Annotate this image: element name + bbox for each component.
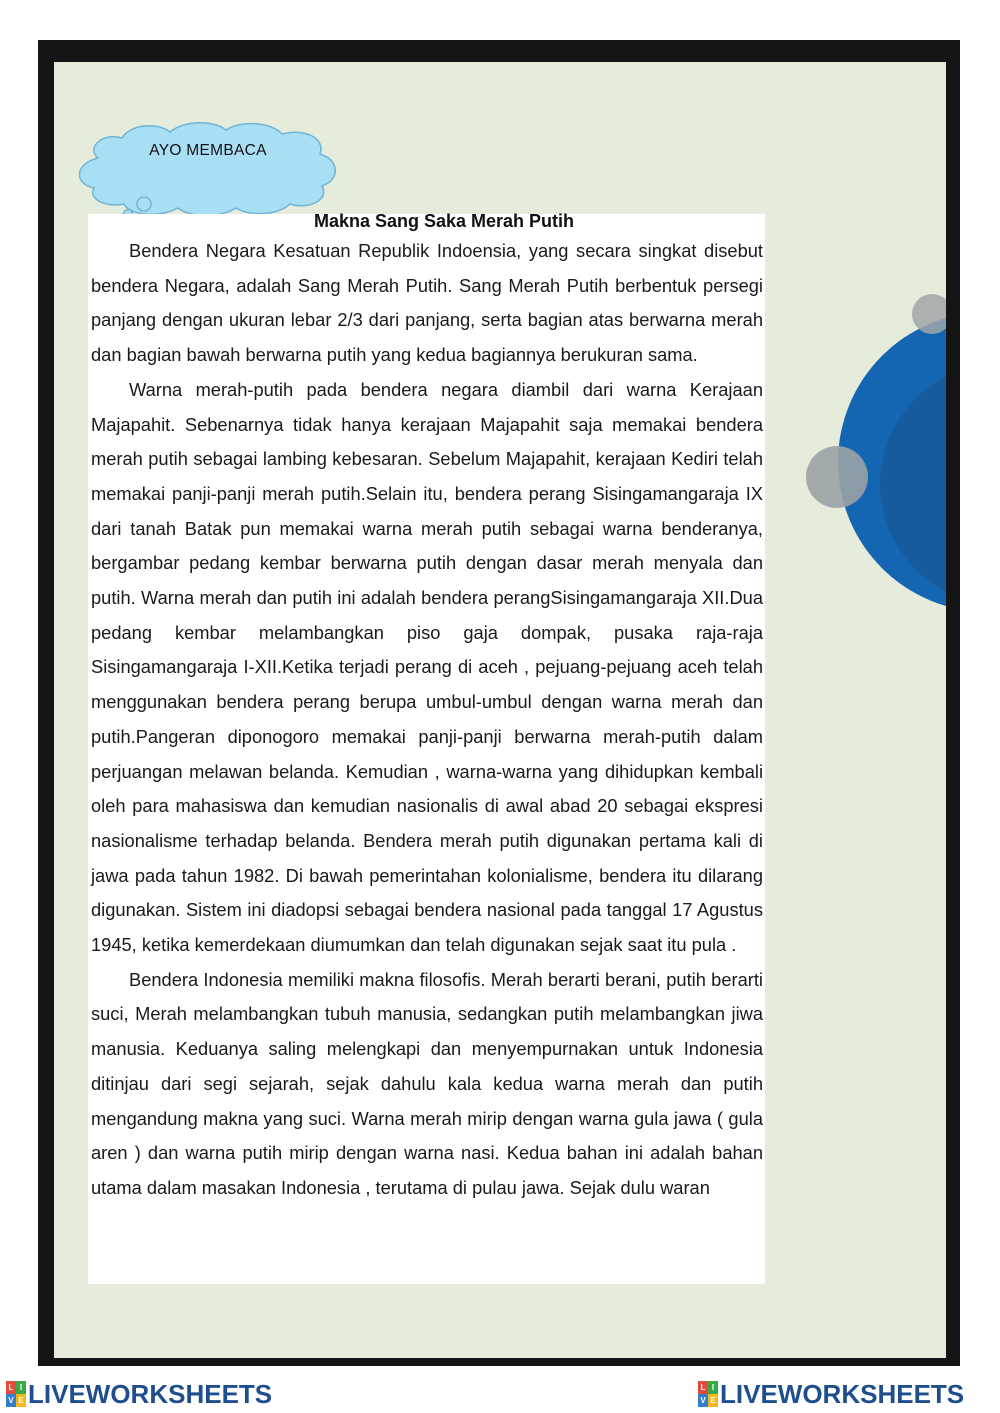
decorative-grey-circle	[806, 446, 868, 508]
paragraph-2: Warna merah-putih pada bendera negara diambil dari warna Kerajaan Majapahit. Sebenarnya tidak hanya kerajaan Majapahit saja memakai bendera merah putih sebagai lambing kebesaran. Sebelum Majapahit, kerajaan Kediri telah memakai panji-panji merah putih.Selain itu, bendera perang Sisingamangaraja IX dari tanah Batak pun memakai warna merah putih sebagai warna benderanya, bergambar pedang kembar berwarna putih dengan dasar merah menyala dan putih. Warna merah dan putih ini adalah bendera perangSisingamangaraja XII.Dua pedang kembar melambangkan piso gaja dompak, pusaka raja-raja Sisingamangaraja I-XII.Ketika terjadi perang di aceh , pejuang-pejuang aceh telah menggunakan bendera perang berupa umbul-umbul dengan warna merah dan putih.Pangeran diponogoro memakai panji-panji berwarna merah-putih dalam perjuangan melawan belanda. Kemudian , warna-warna yang dihidupkan kembali oleh para mahasiswa dan kemudian nasionalis di awal abad 20 sebagai ekspresi nasionalisme terhadap belanda. Bendera merah putih digunakan pertama kali di jawa pada tahun 1982. Di bawah pemerintahan kolonialisme, bendera itu dilarang digunakan. Sistem ini diadopsi sebagai bendera nasional pada tanggal 17 Agustus 1945, ketika kemerdekaan diumumkan dan telah digunakan sejak saat itu pula .	[91, 378, 763, 956]
paragraph-3: Bendera Indonesia memiliki makna filosofis. Merah berarti berani, putih berarti suci, Merah melambangkan tubuh manusia, sedangkan putih melambangkan jiwa manusia. Keduanya saling melengkapi dan menyempurnakan untuk Indonesia ditinjau dari segi sejarah, sejak dahulu kala kedua warna merah dan putih mengandung makna yang suci. Warna merah mirip dengan warna gula jawa ( gula aren ) dan warna putih mirip dengan warna nasi. Kedua bahan ini adalah bahan utama dalam masakan Indonesia , terutama di pulau jawa. Sejak dulu waran	[91, 968, 763, 1198]
article-title: Makna Sang Saka Merah Putih	[313, 211, 575, 231]
liveworksheets-logo-icon: L I V E	[698, 1381, 718, 1407]
decorative-grey-circle	[912, 294, 946, 334]
badge-label: AYO MEMBACA	[149, 142, 267, 159]
footer-logo-left[interactable]	[6, 1378, 272, 1410]
liveworksheets-logo-icon: L I V E	[6, 1381, 26, 1407]
footer-logo-right[interactable]	[698, 1378, 964, 1410]
paragraph-1: Bendera Negara Kesatuan Republik Indoensia, yang secara singkat disebut bendera Negara, adalah Sang Merah Putih. Sang Merah Putih berbentuk persegi panjang dengan ukuran lebar 2/3 dari panjang, serta bagian atas berwarna merah dan bagian bawah berwarna putih yang kedua bagiannya berukuran sama.	[91, 240, 763, 366]
brand-name: LIVEWORKSHEETS	[720, 1378, 965, 1409]
article	[91, 208, 763, 1206]
brand-name: LIVEWORKSHEETS	[28, 1378, 273, 1409]
